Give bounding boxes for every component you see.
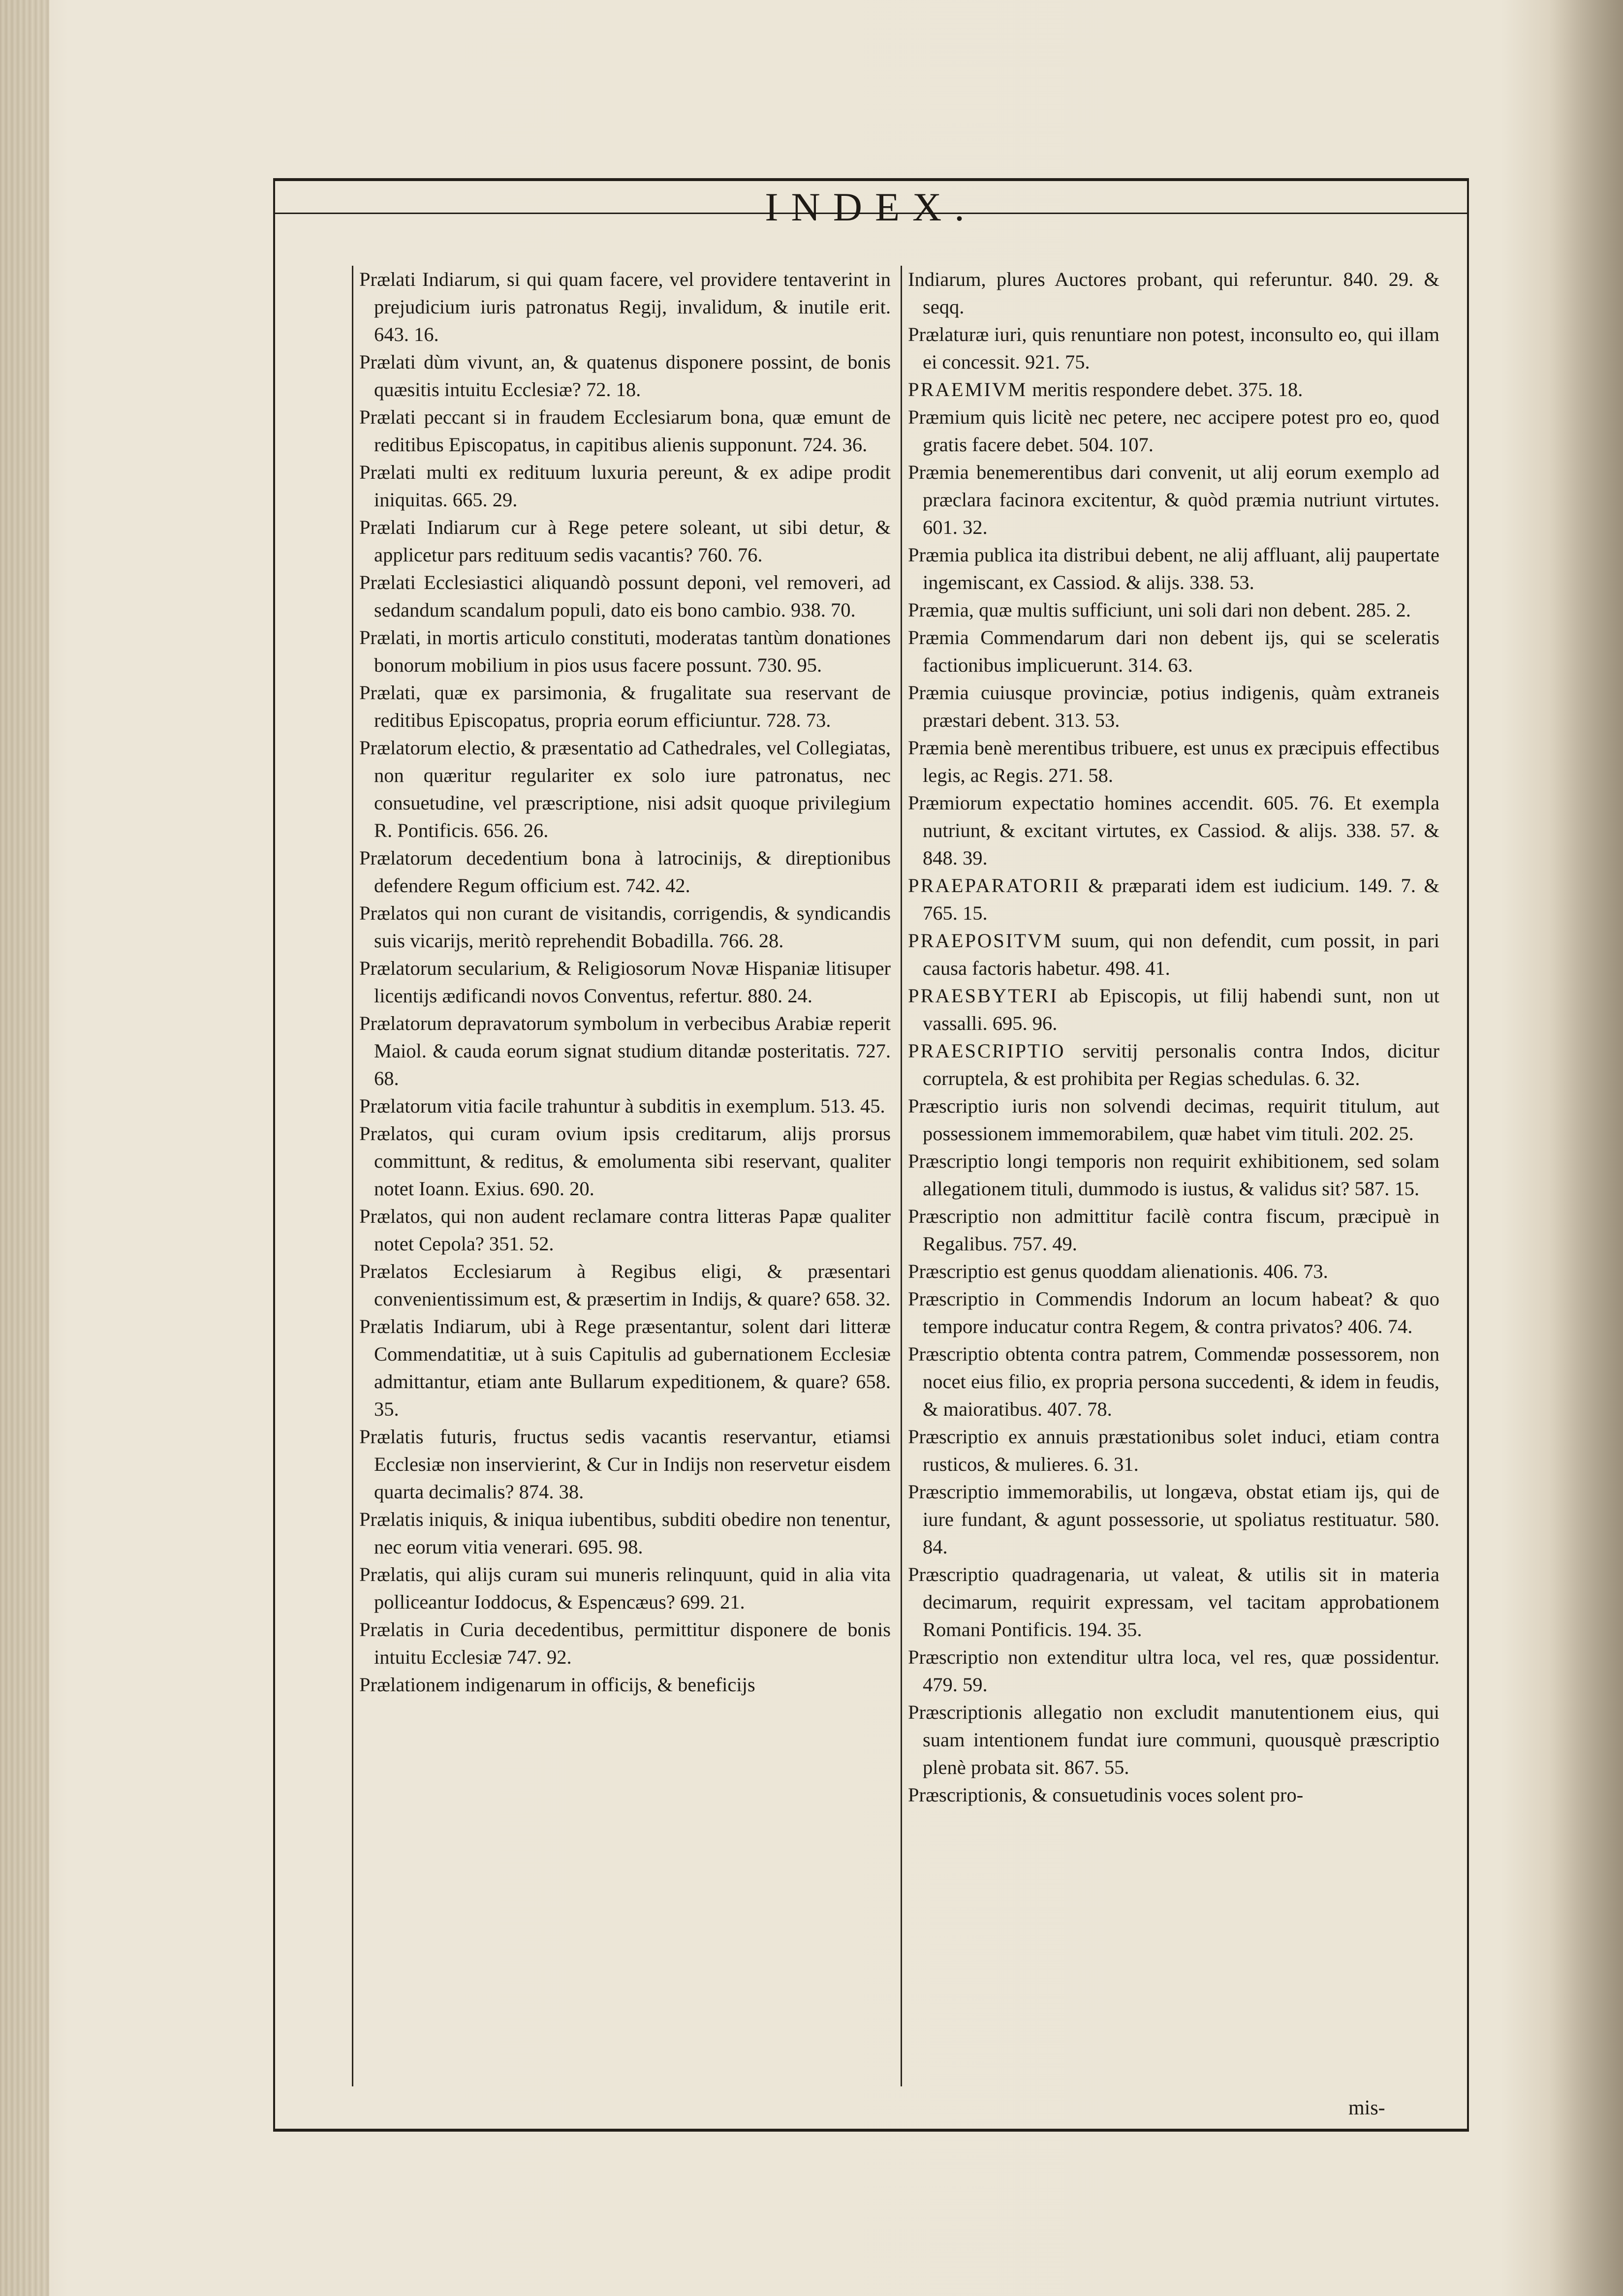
entry-text: Prælatos qui non curant de visitandis, corrigendis, & syndicandis suis vicarijs, meritò reprehendit Bobadilla. 766. 28. — [359, 902, 891, 952]
entry-text: Prælati, quæ ex parsimonia, & frugalitate sua reservant de reditibus Episcopatus, propria eorum efficiuntur. 728. 73. — [359, 682, 891, 731]
index-entry — [908, 1148, 1439, 1203]
entry-text: Prælatorum vitia facile trahuntur à subditis in exemplum. 513. 45. — [359, 1095, 885, 1117]
entry-text: Præscriptio iuris non solvendi decimas, requirit titulum, aut possessionem immemorabilem, quæ habet vim tituli. 202. 25. — [908, 1095, 1439, 1145]
entry-text: Prælatorum secularium, & Religiosorum Novæ Hispaniæ litisuper licentijs ædificandi novos Conventus, refertur. 880. 24. — [359, 957, 891, 1007]
index-entry — [359, 1120, 891, 1203]
index-entry — [359, 1506, 891, 1561]
index-entry — [908, 734, 1439, 789]
entry-text: Prælati Ecclesiastici aliquandò possunt deponi, vel removeri, ad sedandum scandalum populi, dato eis bono cambio. 938. 70. — [359, 571, 891, 621]
entry-text: Præmia, quæ multis sufficiunt, uni soli dari non debent. 285. 2. — [908, 599, 1411, 621]
entry-text: Prælatorum depravatorum symbolum in verbecibus Arabiæ reperit Maiol. & cauda eorum signat studium ditandæ posteritatis. 727. 68. — [359, 1012, 891, 1089]
left-column — [352, 266, 891, 2086]
page-edge — [1549, 0, 1623, 2296]
index-entry — [908, 927, 1439, 982]
entry-text: Prælati multi ex redituum luxuria pereunt, & ex adipe prodit iniquitas. 665. 29. — [359, 461, 891, 511]
entry-text: Præscriptio in Commendis Indorum an locum habeat? & quo tempore inducatur contra Regem, & contra privatos? 406. 74. — [908, 1288, 1439, 1337]
catchword: mis- — [1348, 2097, 1385, 2119]
index-entry — [908, 541, 1439, 596]
right-column — [901, 266, 1439, 2086]
index-entry — [908, 266, 1439, 321]
page-heading: INDEX. — [765, 185, 977, 229]
entry-text: & præparati idem est iudicium. 149. 7. & 765. 15. — [923, 874, 1439, 924]
index-entry — [908, 1285, 1439, 1340]
entry-text: Prælatorum electio, & præsentatio ad Cathedrales, vel Collegiatas, non quæritur regulariter ex solo iure patronatus, nec consuetudine, vel præscriptione, nisi adsit quoque privilegium R. Pontificis. 656. 26. — [359, 737, 891, 841]
index-entry — [908, 1644, 1439, 1699]
entry-text: Prælatis in Curia decedentibus, permittitur disponere de bonis intuitu Ecclesiæ 747. 92. — [359, 1618, 891, 1668]
index-entry — [908, 1037, 1439, 1092]
entry-headword: PRAESCRIPTIO — [908, 1040, 1065, 1062]
index-entry — [908, 1423, 1439, 1478]
entry-text: Præmia publica ita distribui debent, ne alij affluant, alij paupertate ingemiscant, ex Cassiod. & alijs. 338. 53. — [908, 544, 1439, 593]
entry-text: Prælati dùm vivunt, an, & quatenus disponere possint, de bonis quæsitis intuitu Ecclesiæ? 72. 18. — [359, 351, 891, 401]
index-entry — [359, 266, 891, 348]
index-entry — [359, 844, 891, 900]
entry-text: Præscriptio immemorabilis, ut longæva, obstat etiam ijs, qui de iure fundant, & agunt possessorie, ut spoliatus restituatur. 580. 84. — [908, 1481, 1439, 1558]
index-entry — [908, 403, 1439, 459]
entry-text: Prælati peccant si in fraudem Ecclesiarum bona, quæ emunt de reditibus Episcopatus, in capitibus alienis supponunt. 724. 36. — [359, 406, 891, 456]
entry-text: Prælati Indiarum cur à Rege petere soleant, ut sibi detur, & applicetur pars redituum sedis vacantis? 760. 76. — [359, 516, 891, 566]
index-entry — [908, 1699, 1439, 1781]
index-entry — [908, 1478, 1439, 1561]
entry-text: Præmia benè merentibus tribuere, est unus ex præcipuis effectibus legis, ac Regis. 271. 58. — [908, 737, 1439, 786]
index-entry — [359, 1203, 891, 1258]
entry-text: Prælatis futuris, fructus sedis vacantis reservantur, etiamsi Ecclesiæ non inservierint, & Cur in Indijs non reservetur eisdem quarta decimalis? 874. 38. — [359, 1426, 891, 1503]
entry-text: meritis respondere debet. 375. 18. — [1032, 378, 1303, 401]
entry-text: Prælatorum decedentium bona à latrocinijs, & direptionibus defendere Regum officium est. 742. 42. — [359, 847, 891, 897]
index-entry — [908, 624, 1439, 679]
entry-text: Prælatos, qui curam ovium ipsis creditarum, alijs prorsus committunt, & reditus, & emolumenta sibi reservant, qualiter notet Ioann. Exius. 690. 20. — [359, 1122, 891, 1200]
index-entry — [359, 569, 891, 624]
index-entry — [359, 1423, 891, 1506]
entry-text: Præmiorum expectatio homines accendit. 605. 76. Et exempla nutriunt, & excitant virtutes, ex Cassiod. & alijs. 338. 57. & 848. 39. — [908, 792, 1439, 869]
entry-text: Præscriptionis allegatio non excludit manutentionem eius, qui suam intentionem fundat iure communi, quousquè præscriptio plenè probata sit. 867. 55. — [908, 1701, 1439, 1778]
entry-text: Prælatis, qui alijs curam sui muneris relinquunt, quid in alia vita polliceantur Ioddocus, & Espencæus? 699. 21. — [359, 1563, 891, 1613]
index-entry — [908, 679, 1439, 734]
entry-text: Prælatos, qui non audent reclamare contra litteras Papæ qualiter notet Cepola? 351. 52. — [359, 1205, 891, 1255]
entry-text: Præscriptio obtenta contra patrem, Commendæ possessorem, non nocet eius filio, ex propria persona succedenti, & idem in feudis, & maioratibus. 407. 78. — [908, 1343, 1439, 1420]
entry-text: Prælatis Indiarum, ubi à Rege præsentantur, solent dari litteræ Commendatitiæ, ut à suis Capitulis ad gubernationem Ecclesiæ admittantur, etiam ante Bullarum expeditionem, & quare? 658. 35. — [359, 1315, 891, 1420]
index-entry — [359, 1561, 891, 1616]
entry-text: Præscriptionis, & consuetudinis voces solent pro- — [908, 1784, 1304, 1806]
entry-text: Præscriptio non admittitur facilè contra fiscum, præcipuè in Regalibus. 757. 49. — [908, 1205, 1439, 1255]
entry-text: Præscriptio longi temporis non requirit exhibitionem, sed solam allegationem tituli, dummodo is iustus, & validus sit? 587. 15. — [908, 1150, 1439, 1200]
entry-text: Prælaturæ iuri, quis renuntiare non potest, inconsulto eo, qui illam ei concessit. 921. 75. — [908, 323, 1439, 373]
index-entry — [359, 1313, 891, 1423]
entry-text: Indiarum, plures Auctores probant, qui referuntur. 840. 29. & seqq. — [908, 268, 1439, 318]
entry-text: Prælati, in mortis articulo constituti, moderatas tantùm donationes bonorum mobilium in pios usus facere possunt. 730. 95. — [359, 626, 891, 676]
index-entry — [908, 1203, 1439, 1258]
index-entry — [908, 321, 1439, 376]
index-entry — [359, 1092, 891, 1120]
entry-text: Præscriptio non extenditur ultra loca, vel res, quæ possidentur. 479. 59. — [908, 1646, 1439, 1696]
index-entry — [359, 1671, 891, 1699]
index-entry — [908, 1258, 1439, 1285]
index-entry — [359, 624, 891, 679]
entry-headword: PRAEPOSITVM — [908, 930, 1063, 952]
index-entry — [908, 1561, 1439, 1644]
entry-text: Præscriptio est genus quoddam alienationis. 406. 73. — [908, 1260, 1328, 1282]
entry-headword: PRAEPARATORII — [908, 874, 1080, 897]
index-entry — [359, 955, 891, 1010]
index-entry — [359, 734, 891, 844]
index-entry — [908, 459, 1439, 541]
index-entry — [908, 872, 1439, 927]
index-entry — [908, 596, 1439, 624]
entry-headword: PRAESBYTERI — [908, 985, 1059, 1007]
entry-text: Præmia cuiusque provinciæ, potius indigenis, quàm extraneis præstari debent. 313. 53. — [908, 682, 1439, 731]
entry-text: servitij personalis contra Indos, dicitur corruptela, & est prohibita per Regias schedulas. 6. 32. — [923, 1040, 1439, 1089]
entry-text: suum, qui non defendit, cum possit, in pari causa factoris habetur. 498. 41. — [923, 930, 1439, 979]
index-entry — [908, 1340, 1439, 1423]
entry-text: Præscriptio quadragenaria, ut valeat, & utilis sit in materia decimarum, requirit expressam, vel tacitam approbationem Romani Pontificis. 194. 35. — [908, 1563, 1439, 1641]
index-entry — [359, 1616, 891, 1671]
index-entry — [359, 900, 891, 955]
entry-text: Præmia Commendarum dari non debent ijs, qui se sceleratis factionibus implicuerunt. 314. 63. — [908, 626, 1439, 676]
entry-text: Præmia benemerentibus dari convenit, ut alij eorum exemplo ad præclara facinora excitentur, & quòd præmia nutriunt virtutes. 601. 32. — [908, 461, 1439, 538]
index-entry — [908, 982, 1439, 1037]
entry-text: Prælationem indigenarum in officijs, & beneficijs — [359, 1674, 755, 1696]
entry-text: Prælatos Ecclesiarum à Regibus eligi, & præsentari convenientissimum est, & præsertim in Indijs, & quare? 658. 32. — [359, 1260, 891, 1310]
index-entry — [908, 376, 1439, 403]
entry-headword: PRAEMIVM — [908, 378, 1028, 401]
entry-text: ab Episcopis, ut filij habendi sunt, non ut vassalli. 695. 96. — [923, 985, 1439, 1034]
index-entry — [359, 1010, 891, 1092]
index-entry — [359, 348, 891, 403]
index-entry — [359, 1258, 891, 1313]
index-entry — [359, 514, 891, 569]
entry-text: Prælatis iniquis, & iniqua iubentibus, subditi obedire non tenentur, nec eorum vitia venerari. 695. 98. — [359, 1508, 891, 1558]
index-entry — [908, 1092, 1439, 1148]
index-entry — [359, 459, 891, 514]
entry-text: Præmium quis licitè nec petere, nec accipere potest pro eo, quod gratis facere debet. 504. 107. — [908, 406, 1439, 456]
entry-text: Præscriptio ex annuis præstationibus solet induci, etiam contra rusticos, & mulieres. 6. 31. — [908, 1426, 1439, 1475]
index-entry — [908, 1781, 1439, 1809]
index-entry — [359, 403, 891, 459]
binding-gutter — [0, 0, 49, 2296]
entry-text: Prælati Indiarum, si qui quam facere, vel providere tentaverint in prejudicium iuris patronatus Regij, invalidum, & inutile erit. 643. 16. — [359, 268, 891, 345]
index-entry — [908, 789, 1439, 872]
index-entry — [359, 679, 891, 734]
